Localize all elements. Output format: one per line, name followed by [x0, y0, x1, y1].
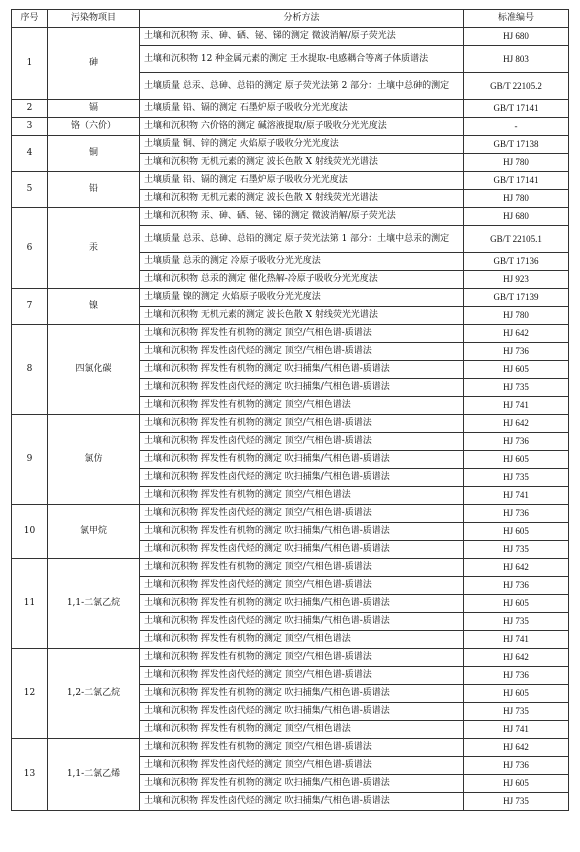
cell-pollutant: 1,1-二氯乙烯 — [48, 739, 140, 811]
cell-method: 土壤和沉积物 挥发性有机物的测定 吹扫捕集/气相色谱-质谱法 — [140, 361, 464, 379]
cell-pollutant: 镉 — [48, 100, 140, 118]
cell-method: 土壤质量 铜、锌的测定 火焰原子吸收分光光度法 — [140, 136, 464, 154]
cell-method: 土壤和沉积物 挥发性有机物的测定 吹扫捕集/气相色谱-质谱法 — [140, 775, 464, 793]
cell-pollutant: 四氯化碳 — [48, 325, 140, 415]
cell-method: 土壤和沉积物 挥发性卤代烃的测定 顶空/气相色谱-质谱法 — [140, 667, 464, 685]
cell-standard: HJ 736 — [464, 343, 569, 361]
cell-standard: HJ 803 — [464, 46, 569, 73]
cell-method: 土壤和沉积物 挥发性卤代烃的测定 顶空/气相色谱-质谱法 — [140, 343, 464, 361]
cell-no: 1 — [12, 28, 48, 100]
table-row — [12, 28, 569, 46]
table-row — [12, 118, 569, 136]
header-no: 序号 — [12, 10, 48, 28]
cell-standard: GB/T 17141 — [464, 172, 569, 190]
table-row — [12, 325, 569, 343]
cell-pollutant: 氯甲烷 — [48, 505, 140, 559]
cell-pollutant: 铜 — [48, 136, 140, 172]
cell-method: 土壤质量 总汞、总砷、总铅的测定 原子荧光法第 2 部分：土壤中总砷的测定 — [140, 73, 464, 100]
cell-no: 3 — [12, 118, 48, 136]
cell-standard: HJ 735 — [464, 793, 569, 811]
cell-method: 土壤和沉积物 挥发性有机物的测定 顶空/气相色谱法 — [140, 721, 464, 739]
cell-no: 7 — [12, 289, 48, 325]
document-page — [11, 9, 569, 811]
cell-no: 12 — [12, 649, 48, 739]
cell-standard: HJ 780 — [464, 307, 569, 325]
cell-standard: HJ 736 — [464, 577, 569, 595]
cell-method: 土壤和沉积物 汞、砷、硒、铋、锑的测定 微波消解/原子荧光法 — [140, 28, 464, 46]
cell-pollutant: 1,2-二氯乙烷 — [48, 649, 140, 739]
cell-pollutant: 铬（六价） — [48, 118, 140, 136]
cell-method: 土壤和沉积物 挥发性有机物的测定 顶空/气相色谱-质谱法 — [140, 649, 464, 667]
cell-standard: HJ 642 — [464, 415, 569, 433]
cell-method: 土壤和沉积物 挥发性有机物的测定 吹扫捕集/气相色谱-质谱法 — [140, 595, 464, 613]
table-row — [12, 100, 569, 118]
cell-method: 土壤质量 铅、镉的测定 石墨炉原子吸收分光光度法 — [140, 172, 464, 190]
cell-method: 土壤和沉积物 挥发性有机物的测定 顶空/气相色谱-质谱法 — [140, 559, 464, 577]
cell-method: 土壤和沉积物 挥发性卤代烃的测定 顶空/气相色谱-质谱法 — [140, 505, 464, 523]
table-body — [12, 28, 569, 811]
cell-standard: HJ 605 — [464, 361, 569, 379]
cell-method: 土壤和沉积物 无机元素的测定 波长色散 X 射线荧光光谱法 — [140, 190, 464, 208]
cell-standard: HJ 736 — [464, 757, 569, 775]
cell-standard: HJ 736 — [464, 667, 569, 685]
cell-standard: HJ 642 — [464, 325, 569, 343]
cell-standard: GB/T 17138 — [464, 136, 569, 154]
cell-method: 土壤和沉积物 挥发性卤代烃的测定 吹扫捕集/气相色谱-质谱法 — [140, 379, 464, 397]
cell-standard: - — [464, 118, 569, 136]
cell-method: 土壤和沉积物 无机元素的测定 波长色散 X 射线荧光光谱法 — [140, 307, 464, 325]
cell-standard: GB/T 22105.1 — [464, 226, 569, 253]
cell-method: 土壤和沉积物 挥发性卤代烃的测定 吹扫捕集/气相色谱-质谱法 — [140, 469, 464, 487]
cell-no: 9 — [12, 415, 48, 505]
cell-method: 土壤和沉积物 挥发性卤代烃的测定 吹扫捕集/气相色谱-质谱法 — [140, 793, 464, 811]
cell-method: 土壤和沉积物 挥发性卤代烃的测定 顶空/气相色谱-质谱法 — [140, 757, 464, 775]
header-method: 分析方法 — [140, 10, 464, 28]
cell-no: 4 — [12, 136, 48, 172]
cell-standard: HJ 642 — [464, 649, 569, 667]
cell-method: 土壤和沉积物 挥发性卤代烃的测定 吹扫捕集/气相色谱-质谱法 — [140, 541, 464, 559]
cell-pollutant: 铅 — [48, 172, 140, 208]
cell-method: 土壤和沉积物 汞、砷、硒、铋、锑的测定 微波消解/原子荧光法 — [140, 208, 464, 226]
cell-standard: HJ 735 — [464, 613, 569, 631]
cell-method: 土壤和沉积物 挥发性卤代烃的测定 顶空/气相色谱-质谱法 — [140, 433, 464, 451]
cell-method: 土壤和沉积物 挥发性有机物的测定 吹扫捕集/气相色谱-质谱法 — [140, 685, 464, 703]
cell-method: 土壤质量 镍的测定 火焰原子吸收分光光度法 — [140, 289, 464, 307]
cell-method: 土壤和沉积物 挥发性卤代烃的测定 顶空/气相色谱-质谱法 — [140, 577, 464, 595]
cell-standard: GB/T 17139 — [464, 289, 569, 307]
header-standard: 标准编号 — [464, 10, 569, 28]
cell-standard: HJ 642 — [464, 559, 569, 577]
cell-pollutant: 氯仿 — [48, 415, 140, 505]
cell-standard: GB/T 17136 — [464, 253, 569, 271]
cell-method: 土壤和沉积物 无机元素的测定 波长色散 X 射线荧光光谱法 — [140, 154, 464, 172]
cell-method: 土壤和沉积物 挥发性有机物的测定 顶空/气相色谱-质谱法 — [140, 415, 464, 433]
cell-standard: HJ 736 — [464, 433, 569, 451]
cell-standard: HJ 605 — [464, 523, 569, 541]
cell-method: 土壤和沉积物 挥发性卤代烃的测定 吹扫捕集/气相色谱-质谱法 — [140, 613, 464, 631]
cell-method: 土壤和沉积物 挥发性有机物的测定 顶空/气相色谱法 — [140, 487, 464, 505]
cell-standard: HJ 605 — [464, 685, 569, 703]
cell-standard: GB/T 17141 — [464, 100, 569, 118]
cell-pollutant: 镍 — [48, 289, 140, 325]
cell-no: 8 — [12, 325, 48, 415]
cell-method: 土壤和沉积物 12 种金属元素的测定 王水提取-电感耦合等离子体质谱法 — [140, 46, 464, 73]
cell-no: 10 — [12, 505, 48, 559]
table-row — [12, 289, 569, 307]
cell-standard: HJ 735 — [464, 703, 569, 721]
cell-standard: HJ 741 — [464, 721, 569, 739]
table-row — [12, 172, 569, 190]
cell-no: 11 — [12, 559, 48, 649]
cell-method: 土壤质量 铅、镉的测定 石墨炉原子吸收分光光度法 — [140, 100, 464, 118]
table-header-row — [12, 10, 569, 28]
cell-method: 土壤质量 总汞、总砷、总铅的测定 原子荧光法第 1 部分：土壤中总汞的测定 — [140, 226, 464, 253]
cell-standard: HJ 680 — [464, 208, 569, 226]
cell-no: 5 — [12, 172, 48, 208]
table-row — [12, 415, 569, 433]
cell-standard: HJ 735 — [464, 541, 569, 559]
cell-no: 6 — [12, 208, 48, 289]
cell-standard: HJ 735 — [464, 379, 569, 397]
cell-standard: HJ 605 — [464, 775, 569, 793]
cell-standard: GB/T 22105.2 — [464, 73, 569, 100]
cell-standard: HJ 736 — [464, 505, 569, 523]
cell-method: 土壤和沉积物 挥发性有机物的测定 顶空/气相色谱法 — [140, 397, 464, 415]
cell-standard: HJ 741 — [464, 487, 569, 505]
table-row — [12, 505, 569, 523]
header-pollutant: 污染物项目 — [48, 10, 140, 28]
table-row — [12, 208, 569, 226]
cell-method: 土壤和沉积物 挥发性有机物的测定 顶空/气相色谱-质谱法 — [140, 325, 464, 343]
cell-pollutant: 砷 — [48, 28, 140, 100]
cell-standard: HJ 780 — [464, 190, 569, 208]
cell-standard: HJ 741 — [464, 631, 569, 649]
cell-no: 13 — [12, 739, 48, 811]
table-row — [12, 136, 569, 154]
cell-standard: HJ 642 — [464, 739, 569, 757]
cell-method: 土壤和沉积物 总汞的测定 催化热解-冷原子吸收分光光度法 — [140, 271, 464, 289]
cell-method: 土壤和沉积物 挥发性卤代烃的测定 吹扫捕集/气相色谱-质谱法 — [140, 703, 464, 721]
cell-standard: HJ 605 — [464, 451, 569, 469]
cell-method: 土壤和沉积物 挥发性有机物的测定 顶空/气相色谱-质谱法 — [140, 739, 464, 757]
cell-method: 土壤质量 总汞的测定 冷原子吸收分光光度法 — [140, 253, 464, 271]
table-row — [12, 649, 569, 667]
cell-standard: HJ 923 — [464, 271, 569, 289]
cell-standard: HJ 741 — [464, 397, 569, 415]
cell-pollutant: 1,1-二氯乙烷 — [48, 559, 140, 649]
cell-no: 2 — [12, 100, 48, 118]
table-row — [12, 559, 569, 577]
cell-standard: HJ 680 — [464, 28, 569, 46]
cell-pollutant: 汞 — [48, 208, 140, 289]
cell-method: 土壤和沉积物 挥发性有机物的测定 吹扫捕集/气相色谱-质谱法 — [140, 451, 464, 469]
analysis-methods-table — [11, 9, 569, 811]
table-row — [12, 739, 569, 757]
cell-standard: HJ 780 — [464, 154, 569, 172]
cell-method: 土壤和沉积物 挥发性有机物的测定 吹扫捕集/气相色谱-质谱法 — [140, 523, 464, 541]
cell-standard: HJ 605 — [464, 595, 569, 613]
cell-method: 土壤和沉积物 挥发性有机物的测定 顶空/气相色谱法 — [140, 631, 464, 649]
cell-standard: HJ 735 — [464, 469, 569, 487]
cell-method: 土壤和沉积物 六价铬的测定 碱溶液提取/原子吸收分光光度法 — [140, 118, 464, 136]
